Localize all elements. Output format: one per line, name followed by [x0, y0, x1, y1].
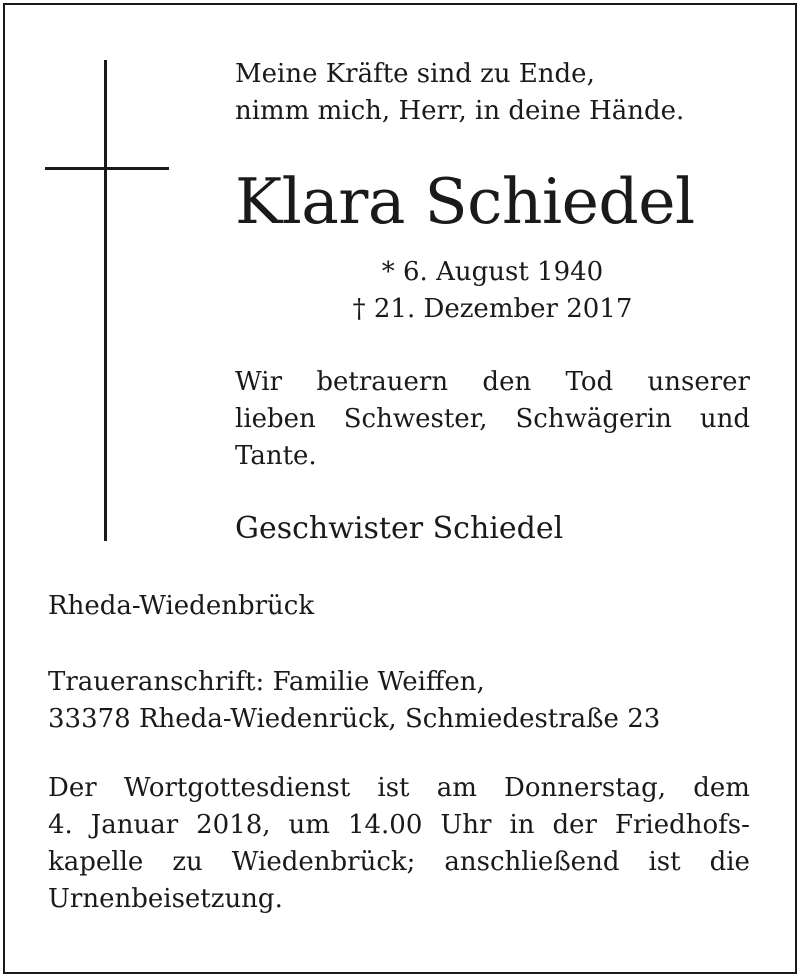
- word: 14.00: [347, 810, 423, 840]
- life-dates: [235, 254, 750, 328]
- word: Donnerstag,: [504, 773, 667, 803]
- word: Wiedenbrück;: [231, 847, 416, 877]
- condolence-address: [48, 664, 660, 738]
- word: 2018,: [196, 810, 271, 840]
- mourning-text: [235, 364, 750, 475]
- word: 4.: [48, 810, 73, 840]
- service-line: [48, 844, 750, 881]
- word: Uhr: [440, 810, 492, 840]
- word: dem: [693, 773, 750, 803]
- word: um: [288, 810, 330, 840]
- word: am: [436, 773, 477, 803]
- word: zu: [172, 847, 203, 877]
- place: Rheda-Wiedenbrück: [48, 591, 315, 621]
- word: Schwägerin: [515, 404, 672, 434]
- birth-date: * 6. August 1940: [381, 257, 604, 287]
- service-info: [48, 770, 750, 918]
- mourning-line: [235, 401, 750, 438]
- verse: [235, 56, 684, 130]
- address-line: 33378 Rheda-Wiedenrück, Schmiedestraße 23: [48, 704, 661, 734]
- word: der: [552, 810, 597, 840]
- word: ist: [648, 847, 681, 877]
- cross-vertical-bar: [104, 60, 107, 541]
- mourning-line: Tante.: [235, 441, 317, 471]
- word: Schwester,: [343, 404, 488, 434]
- word: Wortgottesdienst: [123, 773, 351, 803]
- word: den: [482, 367, 532, 397]
- word: anschließend: [444, 847, 620, 877]
- deceased-name: Klara Schiedel: [235, 165, 695, 238]
- word: lieben: [235, 404, 316, 434]
- word: in: [509, 810, 535, 840]
- word: unserer: [647, 367, 750, 397]
- death-date: † 21. Dezember 2017: [352, 294, 633, 324]
- word: und: [699, 404, 750, 434]
- address-line: Traueranschrift: Familie Weiffen,: [48, 667, 485, 697]
- word: kapelle: [48, 847, 144, 877]
- word: Tod: [565, 367, 614, 397]
- service-line: [48, 807, 750, 844]
- word: die: [709, 847, 750, 877]
- word: Der: [48, 773, 97, 803]
- word: ist: [377, 773, 410, 803]
- family-signature: Geschwister Schiedel: [235, 511, 564, 546]
- word: betrauern: [316, 367, 449, 397]
- word: Januar: [90, 810, 179, 840]
- verse-line: nimm mich, Herr, in deine Hände.: [235, 96, 685, 126]
- word: Wir: [235, 367, 283, 397]
- service-line: [48, 770, 750, 807]
- mourning-line: [235, 364, 750, 401]
- service-line: Urnenbeisetzung.: [48, 884, 283, 914]
- cross-horizontal-bar: [45, 167, 169, 170]
- verse-line: Meine Kräfte sind zu Ende,: [235, 59, 595, 89]
- word: Friedhofs-: [614, 810, 750, 840]
